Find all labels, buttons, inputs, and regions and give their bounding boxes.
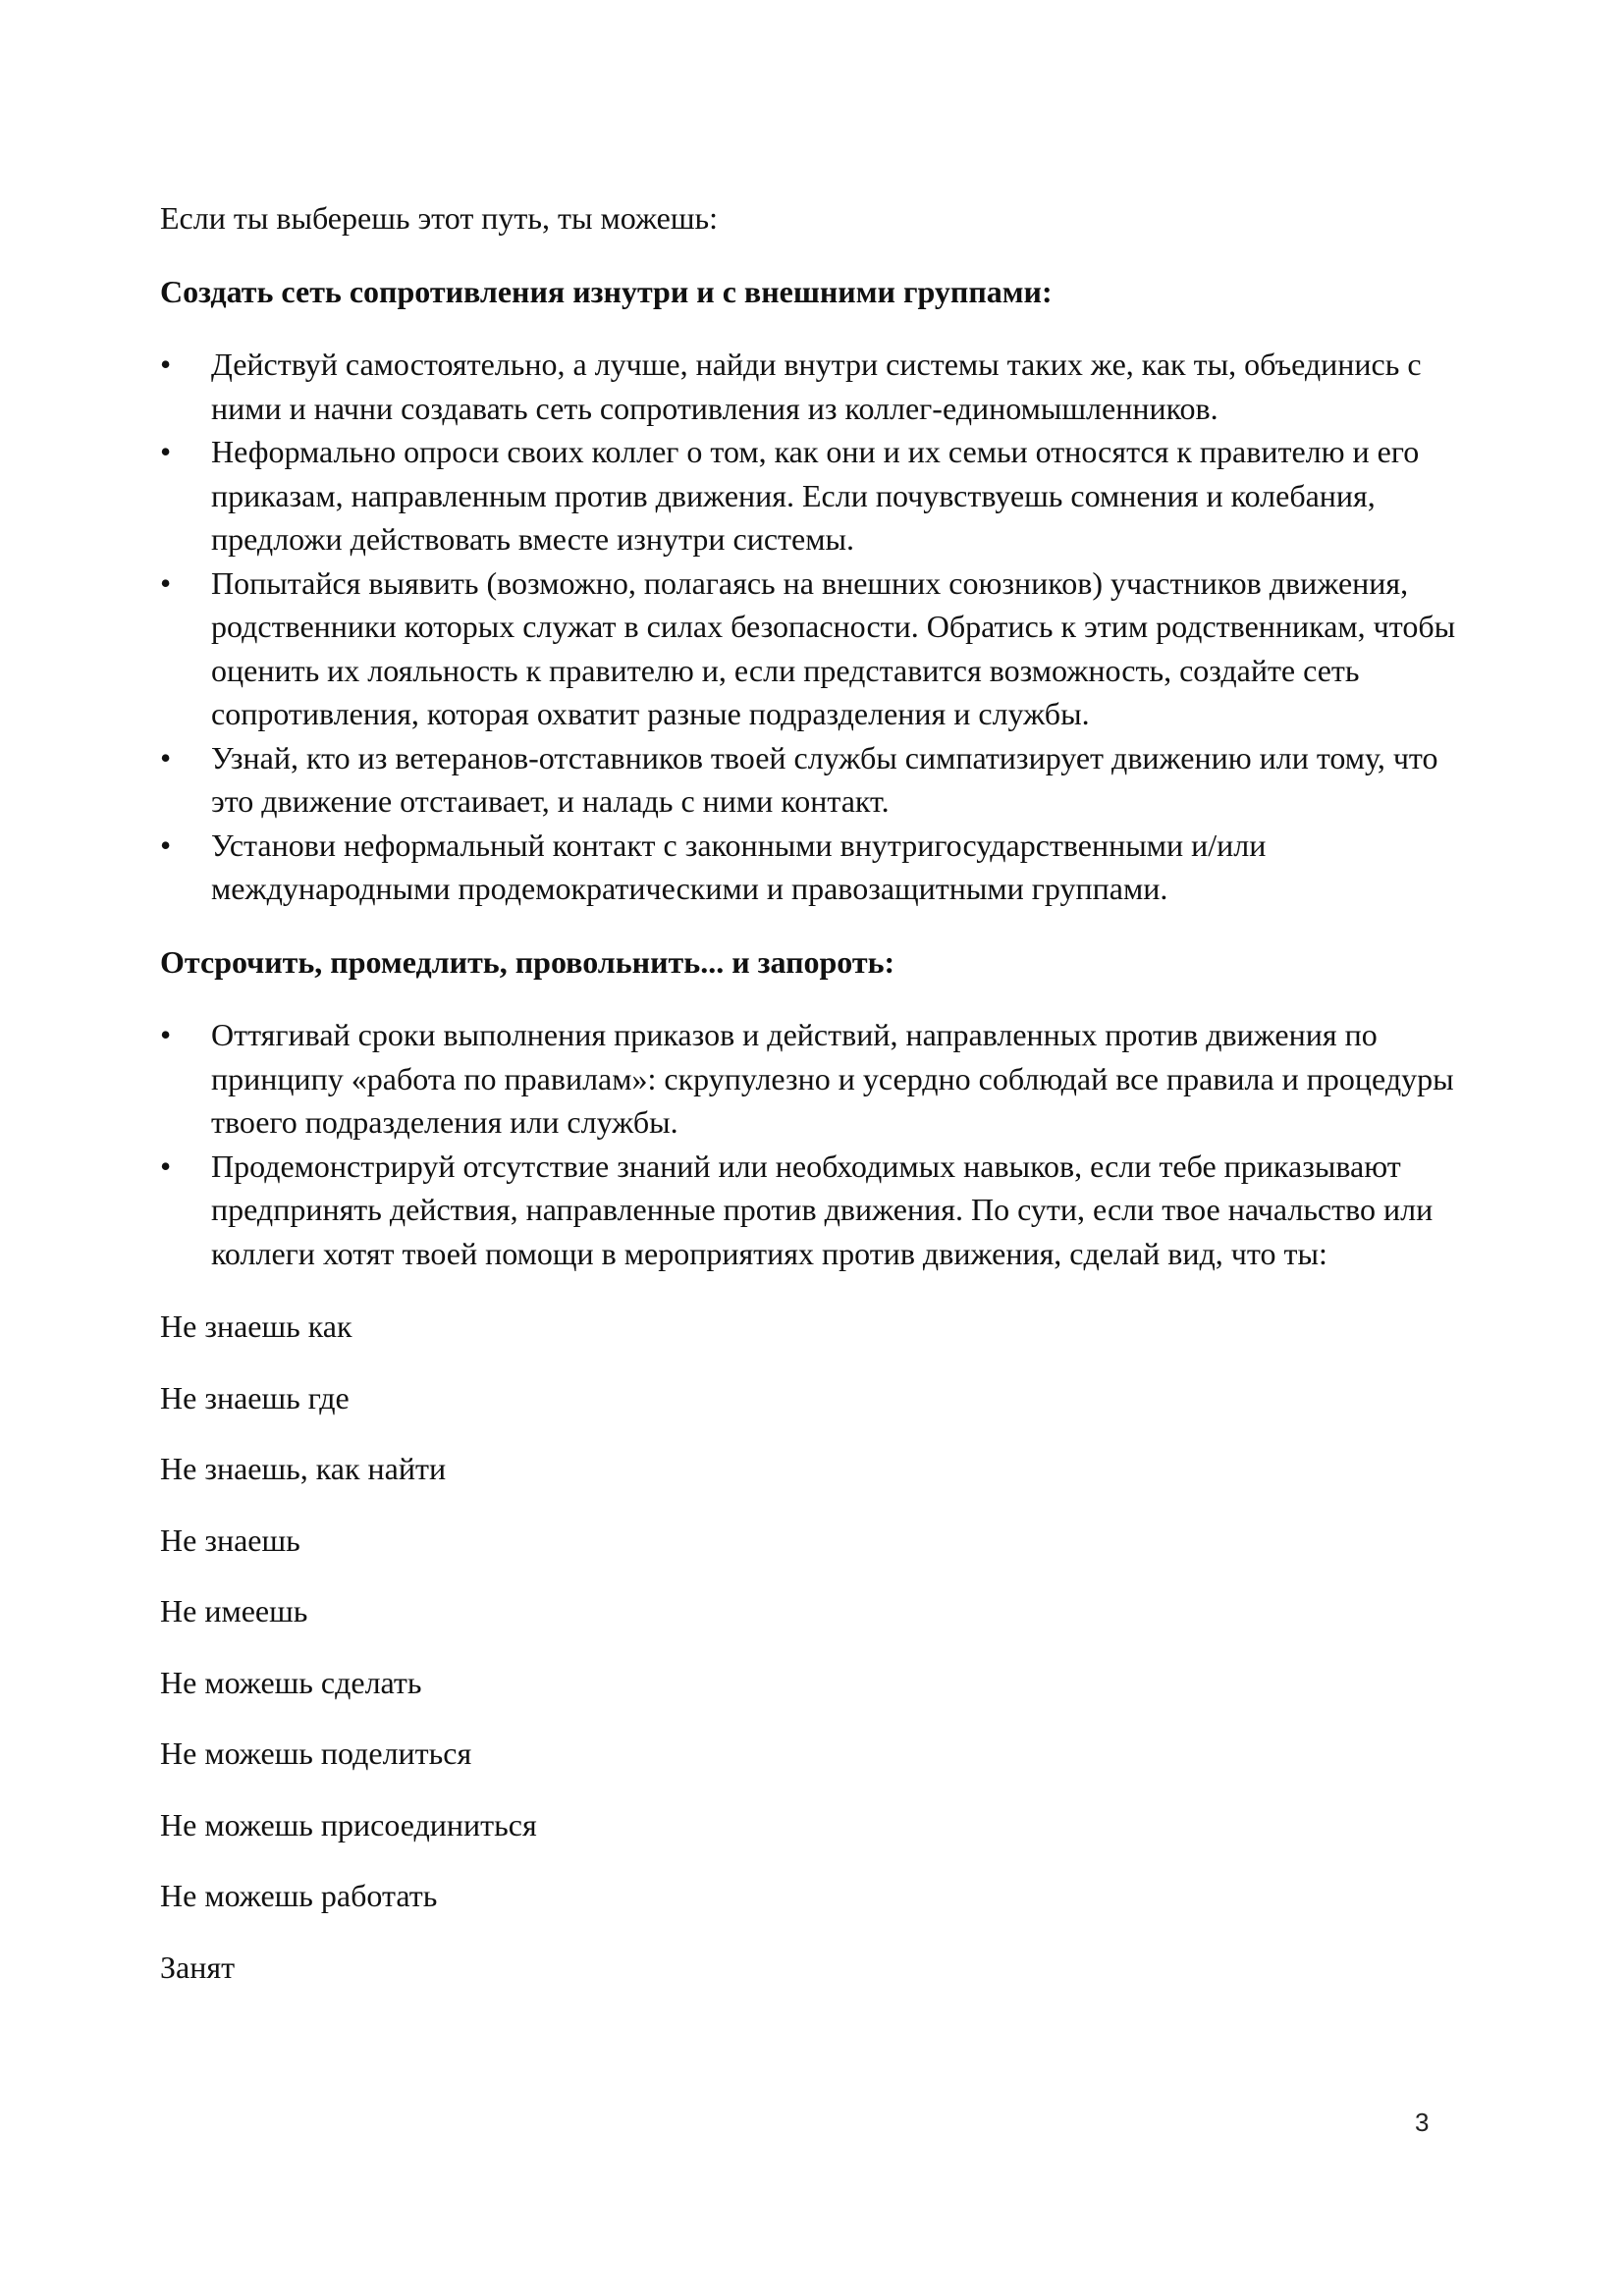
bullet-icon: • bbox=[160, 827, 172, 863]
excuse-line: Не знаешь как bbox=[160, 1308, 352, 1344]
excuse-line: Не можешь работать bbox=[160, 1878, 438, 1913]
bullet-icon: • bbox=[160, 1148, 172, 1184]
bullet-icon: • bbox=[160, 434, 172, 469]
list-item-text: Установи неформальный контакт с законными внутригосударственными и/или международными продемократическими и правозащитными группами. bbox=[211, 827, 1267, 906]
delay-tactics-list bbox=[160, 1013, 1456, 1275]
excuse-line: Не имеешь bbox=[160, 1593, 308, 1629]
list-item-text: Узнай, кто из ветеранов-отставников твоей службы симпатизирует движению или тому, что это движение отстаивает, и наладь с ними контакт. bbox=[211, 739, 1438, 819]
excuse-line: Занят bbox=[160, 1949, 236, 1985]
bullet-icon: • bbox=[160, 739, 172, 775]
bullet-icon: • bbox=[160, 347, 172, 382]
excuse-line: Не знаешь bbox=[160, 1522, 300, 1558]
list-item-text: Попытайся выявить (возможно, полагаясь на внешних союзников) участников движения, родственники которых служат в силах безопасности. Обратись к этим родственникам, чтобы оценить их лояльность к правителю и, если представится возможность, создайте сеть сопротивления, которая охватит разные подразделения и службы. bbox=[211, 564, 1456, 731]
list-item bbox=[160, 824, 1456, 911]
list-item bbox=[160, 736, 1456, 824]
list-item-text: Продемонстрируй отсутствие знаний или необходимых навыков, если тебе приказывают предпринять действия, направленные против движения. По сути, если твое начальство или коллеги хотят твоей помощи в мероприятиях против движения, сделай вид, что ты: bbox=[211, 1148, 1434, 1271]
bullet-icon: • bbox=[160, 1017, 172, 1052]
excuse-line: Не можешь поделиться bbox=[160, 1735, 472, 1771]
excuse-line: Не можешь сделать bbox=[160, 1664, 422, 1700]
list-item-text: Действуй самостоятельно, а лучше, найди внутри системы таких же, как ты, объединись с ними и начни создавать сеть сопротивления из коллег-единомышленников. bbox=[211, 347, 1422, 426]
section-heading-resistance-network: Создать сеть сопротивления изнутри и с внешними группами: bbox=[160, 273, 1053, 309]
excuse-line: Не знаешь, как найти bbox=[160, 1451, 447, 1486]
list-item bbox=[160, 561, 1456, 736]
list-item bbox=[160, 430, 1456, 561]
list-item-text: Оттягивай сроки выполнения приказов и действий, направленных против движения по принципу «работа по правилам»: скрупулезно и усердно соблюдай все правила и процедуры твоего подразделения или службы. bbox=[211, 1017, 1454, 1140]
list-item bbox=[160, 1145, 1456, 1276]
excuse-line: Не знаешь где bbox=[160, 1379, 350, 1415]
page-content bbox=[160, 196, 1456, 2016]
page-number: 3 bbox=[1415, 2108, 1430, 2137]
list-item-text: Неформально опроси своих коллег о том, как они и их семьи относятся к правителю и его приказам, направленным против движения. Если почувствуешь сомнения и колебания, предложи действовать вместе изнутри системы. bbox=[211, 434, 1420, 557]
list-item bbox=[160, 343, 1456, 430]
intro-paragraph: Если ты выберешь этот путь, ты можешь: bbox=[160, 200, 718, 236]
excuse-line: Не можешь присоединиться bbox=[160, 1806, 537, 1842]
bullet-icon: • bbox=[160, 564, 172, 601]
list-item bbox=[160, 1013, 1456, 1145]
resistance-network-list bbox=[160, 343, 1456, 911]
section-heading-delay: Отсрочить, промедлить, провольнить... и запороть: bbox=[160, 943, 895, 980]
